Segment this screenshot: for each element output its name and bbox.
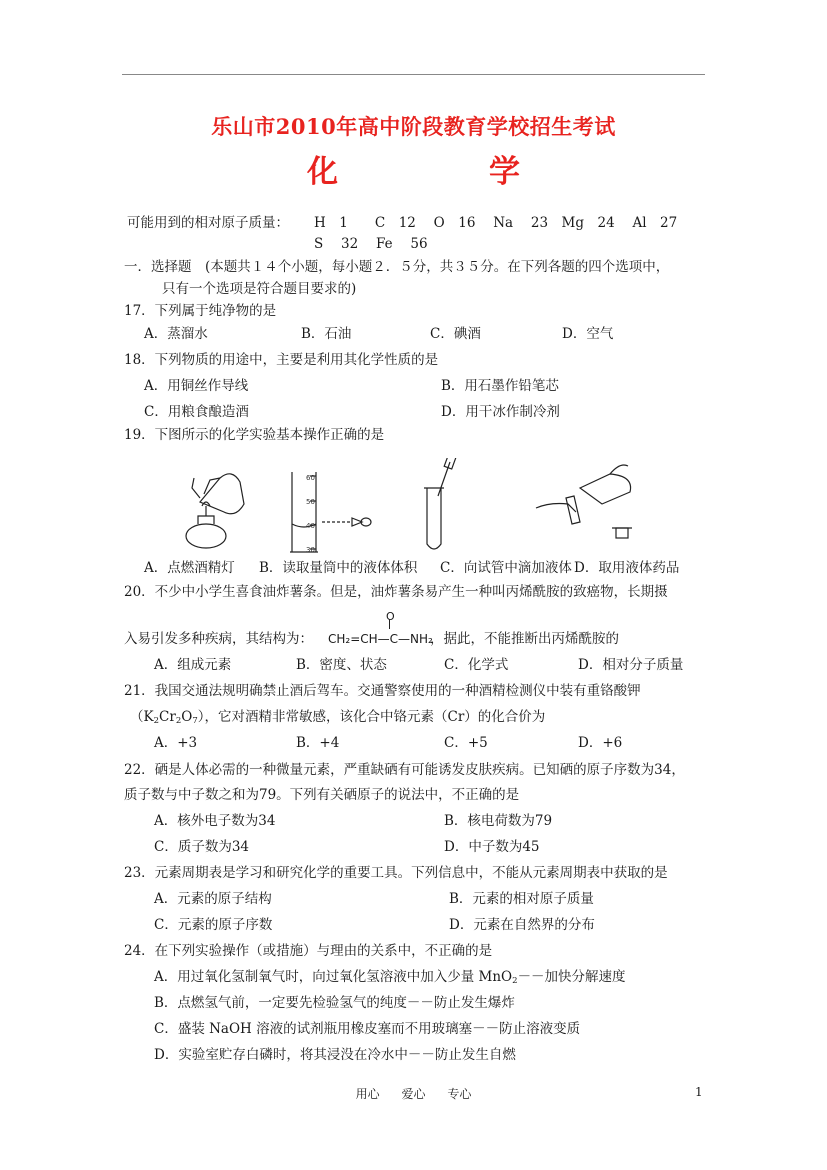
q22-stem-line2: 质子数与中子数之和为79。下列有关硒原子的说法中，不正确的是	[124, 787, 520, 803]
atomic-mass-row-1: H 1 C 12 O 16 Na 23 Mg 24 Al 27	[314, 215, 678, 231]
q20-stem-line1: 20．不少中小学生喜食油炸薯条。但是，油炸薯条易产生一种叫丙烯酰胺的致癌物，长期摄	[124, 584, 668, 600]
exam-title: 乐山市2010年高中阶段教育学校招生考试	[211, 114, 616, 139]
q19-figures	[140, 458, 660, 558]
q24-stem: 24．在下列实验操作（或措施）与理由的关系中，不正确的是	[124, 943, 493, 959]
q19-option-c: C．向试管中滴加液体	[440, 560, 572, 576]
page-number: 1	[695, 1085, 703, 1099]
q24-option-b: B．点燃氢气前，一定要先检验氢气的纯度－－防止发生爆炸	[154, 995, 515, 1011]
q19-option-d: D．取用液体药品	[574, 560, 680, 576]
atomic-mass-label: 可能用到的相对原子质量：	[127, 215, 289, 231]
atomic-mass-row-2: S 32 Fe 56	[314, 236, 428, 252]
q24-a-reason: －－加快分解速度	[517, 969, 626, 985]
q23-stem: 23．元素周期表是学习和研究化学的重要工具。下列信息中，不能从元素周期表中获取的是	[124, 865, 668, 881]
q18-option-a: A．用铜丝作导线	[144, 378, 249, 394]
subject-title: 化 学	[307, 154, 580, 190]
q23-option-a: A．元素的原子结构	[154, 891, 272, 907]
q20-option-b: B．密度、状态	[296, 657, 387, 673]
cylinder-tick-50: 50	[306, 498, 315, 506]
q17-option-a: A．蒸溜水	[144, 326, 208, 342]
q21-stem-line1: 21．我国交通法规明确禁止酒后驾车。交通警察使用的一种酒精检测仪中装有重铬酸钾	[124, 683, 641, 699]
q19-stem: 19．下图所示的化学实验基本操作正确的是	[124, 427, 385, 443]
q23-option-b: B．元素的相对原子质量	[449, 891, 594, 907]
q18-option-d: D．用干冰作制冷剂	[441, 404, 560, 420]
q22-option-c: C．质子数为34	[154, 839, 250, 855]
q21-open: （K	[130, 709, 154, 725]
q19-option-a: A．点燃酒精灯	[144, 560, 235, 576]
header-rule	[122, 74, 705, 75]
q21-option-a: A．+3	[154, 735, 198, 751]
q24-option-d: D．实验室贮存白磷时，将其浸没在冷水中－－防止发生自燃	[154, 1047, 516, 1063]
alcohol-lamp-figure	[186, 474, 244, 548]
test-tube-dropper-figure	[424, 458, 456, 549]
q17-option-d: D．空气	[562, 326, 614, 342]
q21-option-d: D．+6	[578, 735, 623, 751]
cylinder-tick-30: 30	[306, 546, 315, 554]
q21-option-b: B．+4	[296, 735, 340, 751]
q17-option-b: B．石油	[301, 326, 352, 342]
footer-word-1: 用心	[355, 1087, 380, 1101]
formula-double-bond-mark	[389, 619, 391, 629]
section-heading: 一．选择题 (本题共１４个小题，每小题２．５分，共３５分。在下列各题的四个选项中，	[124, 259, 670, 275]
q21-sub-cr: 2	[175, 716, 182, 726]
graduated-cylinder-figure	[290, 472, 371, 552]
q17-option-c: C．碘酒	[430, 326, 481, 342]
q22-option-d: D．中子数为45	[444, 839, 540, 855]
q18-option-c: C．用粮食酿造酒	[144, 404, 249, 420]
q20-option-a: A．组成元素	[154, 657, 232, 673]
q20-stem-line2a: 入易引发多种疾病，其结构为：	[124, 631, 313, 647]
q18-option-b: B．用石墨作铅笔芯	[441, 378, 559, 394]
q24-a-text: A．用过氧化氢制氧气时，向过氧化氢溶液中加入少量 MnO	[154, 969, 513, 985]
q22-option-a: A．核外电子数为34	[154, 813, 276, 829]
q21-sub-o: 7	[192, 716, 198, 726]
cylinder-tick-60: 60	[306, 474, 315, 482]
footer-word-2: 爱心	[401, 1087, 426, 1101]
q20-option-c: C．化学式	[444, 657, 509, 673]
page-footer	[0, 1085, 827, 1102]
q23-option-c: C．元素的原子序数	[154, 917, 273, 933]
q21-option-c: C．+5	[444, 735, 488, 751]
section-instruction: 只有一个选项是符合题目要求的)	[162, 281, 357, 297]
q19-option-b: B．读取量筒中的液体体积	[259, 560, 418, 576]
acrylamide-formula: CH₂=CH—C—NH₂	[328, 632, 433, 646]
q17-stem: 17．下列属于纯净物的是	[124, 303, 277, 319]
q23-option-d: D．元素在自然界的分布	[449, 917, 595, 933]
q21-rest: ），它对酒精非常敏感，该化合中铬元素（Cr）的化合价为	[197, 709, 546, 725]
q24-option-c: C．盛装 NaOH 溶液的试剂瓶用橡皮塞而不用玻璃塞－－防止溶液变质	[154, 1021, 581, 1037]
q22-option-b: B．核电荷数为79	[444, 813, 553, 829]
q18-stem: 18．下列物质的用途中，主要是利用其化学性质的是	[124, 352, 439, 368]
q21-o: O	[181, 709, 193, 725]
formula-oxygen: O	[386, 610, 395, 623]
q21-sub-k: 2	[153, 716, 160, 726]
footer-word-3: 专心	[447, 1087, 472, 1101]
q22-stem-line1: 22．硒是人体必需的一种微量元素，严重缺硒有可能诱发皮肤疾病。已知硒的原子序数为34，	[124, 762, 685, 778]
liquid-pouring-figure	[536, 465, 632, 538]
q21-cr: Cr	[159, 709, 176, 725]
q21-stem-line2	[130, 708, 545, 726]
q20-option-d: D．相对分子质量	[578, 657, 684, 673]
q24-a-sub: 2	[512, 976, 518, 986]
cylinder-tick-40: 40	[306, 522, 315, 530]
q24-option-a	[154, 968, 626, 986]
q20-stem-line2b: ，据此，不能推断出丙烯酰胺的	[430, 631, 619, 647]
